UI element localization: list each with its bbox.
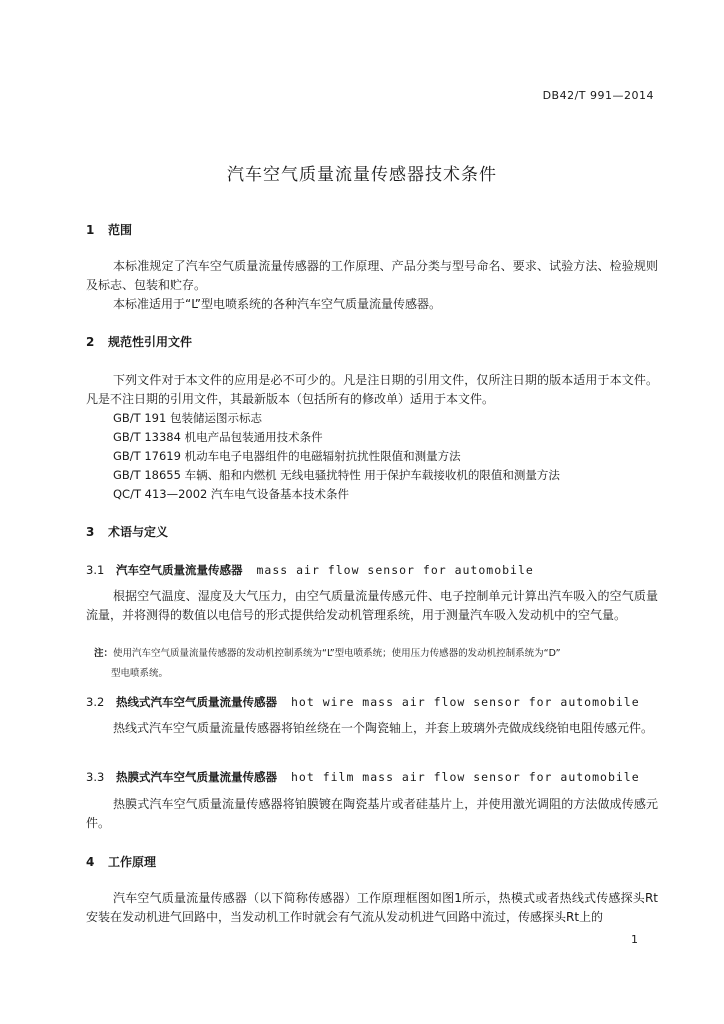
section-number: 1 — [86, 223, 95, 237]
standard-code: DB42/T 991—2014 — [542, 89, 654, 102]
reference-item: GB/T 191 包装储运图示标志 — [113, 411, 262, 425]
section-number: 2 — [86, 335, 95, 349]
term-3-3-definition: 热膜式汽车空气质量流量传感器将铂膜镀在陶瓷基片或者硅基片上，并使用激光调阻的方法做成传感元件。 — [86, 797, 658, 830]
section-title: 范围 — [108, 223, 133, 237]
term-chinese: 热线式汽车空气质量流量传感器 — [116, 695, 277, 709]
section-3-heading — [86, 523, 168, 540]
section-1-paragraph-1: 本标准规定了汽车空气质量流量传感器的工作原理、产品分类与型号命名、要求、试验方法、检验规则及标志、包装和贮存。 — [86, 259, 658, 292]
term-3-1-heading — [86, 562, 534, 578]
section-title: 工作原理 — [108, 855, 157, 869]
term-3-2-heading — [86, 694, 640, 710]
page-title: 汽车空气质量流量传感器技术条件 — [227, 165, 497, 185]
term-3-1-definition: 根据空气温度、湿度及大气压力，由空气质量流量传感元件、电子控制单元计算出汽车吸入的空气质量流量，并将测得的数值以电信号的形式提供给发动机管理系统，用于测量汽车吸入发动机中的空气量。 — [86, 589, 658, 622]
section-title: 规范性引用文件 — [108, 335, 193, 349]
section-title: 术语与定义 — [108, 525, 169, 539]
reference-item: GB/T 18655 车辆、船和内燃机 无线电骚扰特性 用于保护车载接收机的限值和测量方法 — [113, 468, 560, 482]
section-2-heading — [86, 333, 192, 350]
note-label: 注： — [94, 648, 114, 659]
note-line-2: 型电喷系统。 — [111, 668, 169, 679]
note-line-1: 使用汽车空气质量流量传感器的发动机控制系统为“L”型电喷系统；使用压力传感器的发动机控制系统为“D” — [113, 648, 561, 659]
term-chinese: 热膜式汽车空气质量流量传感器 — [116, 770, 277, 784]
section-1-paragraph-2: 本标准适用于“L”型电喷系统的各种汽车空气质量流量传感器。 — [113, 297, 441, 311]
section-4-paragraph-1: 汽车空气质量流量传感器（以下简称传感器）工作原理框图如图1所示，热模式或者热线式传感探头Rt安装在发动机进气回路中，当发动机工作时就会有气流从发动机进气回路中流过，传感探头Rt上的 — [86, 891, 658, 924]
section-number: 3 — [86, 525, 95, 539]
reference-item: GB/T 13384 机电产品包装通用技术条件 — [113, 430, 323, 444]
reference-item: QC/T 413—2002 汽车电气设备基本技术条件 — [113, 487, 350, 501]
section-2-paragraph-1: 下列文件对于本文件的应用是必不可少的。凡是注日期的引用文件，仅所注日期的版本适用于本文件。凡是不注日期的引用文件，其最新版本（包括所有的修改单）适用于本文件。 — [86, 373, 658, 406]
term-english: hot wire mass air flow sensor for automobile — [291, 695, 640, 709]
term-3-1-note — [94, 644, 658, 684]
term-number: 3.1 — [86, 563, 105, 577]
term-english: mass air flow sensor for automobile — [256, 563, 534, 577]
section-4-heading — [86, 853, 156, 870]
term-number: 3.3 — [86, 770, 105, 784]
reference-item: GB/T 17619 机动车电子电器组件的电磁辐射抗扰性限值和测量方法 — [113, 449, 461, 463]
term-chinese: 汽车空气质量流量传感器 — [116, 563, 243, 577]
term-3-2-definition: 热线式汽车空气质量流量传感器将铂丝绕在一个陶瓷轴上，并套上玻璃外壳做成线绕铂电阻传感元件。 — [113, 721, 654, 735]
section-number: 4 — [86, 855, 95, 869]
term-english: hot film mass air flow sensor for automobile — [291, 770, 640, 784]
section-1-heading — [86, 221, 132, 238]
term-number: 3.2 — [86, 695, 105, 709]
page-number: 1 — [631, 933, 638, 946]
term-3-3-heading — [86, 769, 640, 785]
